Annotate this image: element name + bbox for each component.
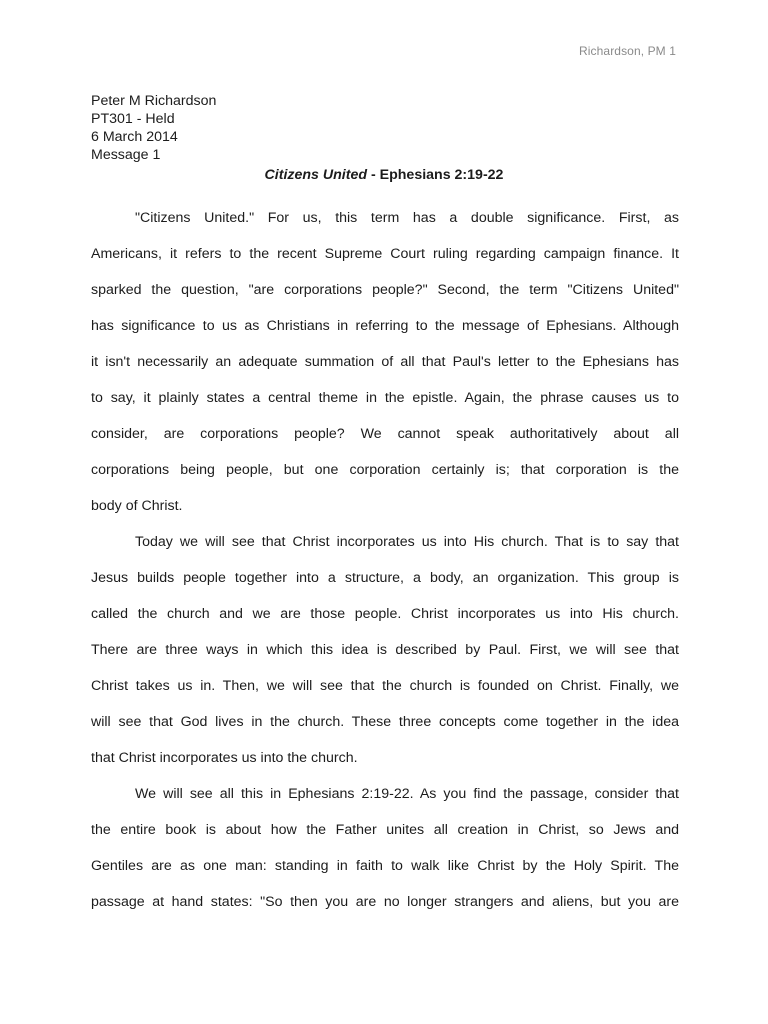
text-line: the entire book is about how the Father unites all creation in Christ, so Jews and <box>91 822 679 838</box>
document-date: 6 March 2014 <box>91 129 178 145</box>
sermon-title-italic: Citizens United <box>264 167 368 183</box>
text-line: that Christ incorporates us into the church. <box>91 750 358 766</box>
text-line: "Citizens United." For us, this term has a double significance. First, as <box>135 210 679 226</box>
text-line: consider, are corporations people? We cannot speak authoritatively about all <box>91 426 679 442</box>
text-line: called the church and we are those people. Christ incorporates us into His church. <box>91 606 679 622</box>
text-line: corporations being people, but one corporation certainly is; that corporation is the <box>91 462 679 478</box>
author-block <box>91 92 216 164</box>
paragraph <box>91 524 679 776</box>
course-name: PT301 - Held <box>91 111 175 127</box>
text-line: passage at hand states: "So then you are no longer strangers and aliens, but you are <box>91 894 679 910</box>
text-line: body of Christ. <box>91 498 183 514</box>
text-line: Christ takes us in. Then, we will see that the church is founded on Christ. Finally, we <box>91 678 679 694</box>
text-line: has significance to us as Christians in referring to the message of Ephesians. Although <box>91 318 679 334</box>
text-line: sparked the question, "are corporations people?" Second, the term "Citizens United" <box>91 282 679 298</box>
text-line: it isn't necessarily an adequate summation of all that Paul's letter to the Ephesians has <box>91 354 679 370</box>
text-line: There are three ways in which this idea is described by Paul. First, we will see that <box>91 642 679 658</box>
text-line: Gentiles are as one man: standing in faith to walk like Christ by the Holy Spirit. The <box>91 858 679 874</box>
running-header: Richardson, PM 1 <box>579 44 676 58</box>
body-text <box>91 200 679 920</box>
text-line: will see that God lives in the church. These three concepts come together in the idea <box>91 714 679 730</box>
sermon-title-rest: - Ephesians 2:19-22 <box>367 167 504 183</box>
text-line: We will see all this in Ephesians 2:19-22. As you find the passage, consider that <box>135 786 679 802</box>
paragraph <box>91 200 679 524</box>
message-number: Message 1 <box>91 147 161 163</box>
paragraph <box>91 776 679 920</box>
text-line: to say, it plainly states a central theme in the epistle. Again, the phrase causes us to <box>91 390 679 406</box>
author-name: Peter M Richardson <box>91 93 217 109</box>
text-line: Americans, it refers to the recent Supreme Court ruling regarding campaign finance. It <box>91 246 679 262</box>
text-line: Jesus builds people together into a structure, a body, an organization. This group is <box>91 570 679 586</box>
sermon-title <box>0 166 768 184</box>
text-line: Today we will see that Christ incorporates us into His church. That is to say that <box>135 534 679 550</box>
